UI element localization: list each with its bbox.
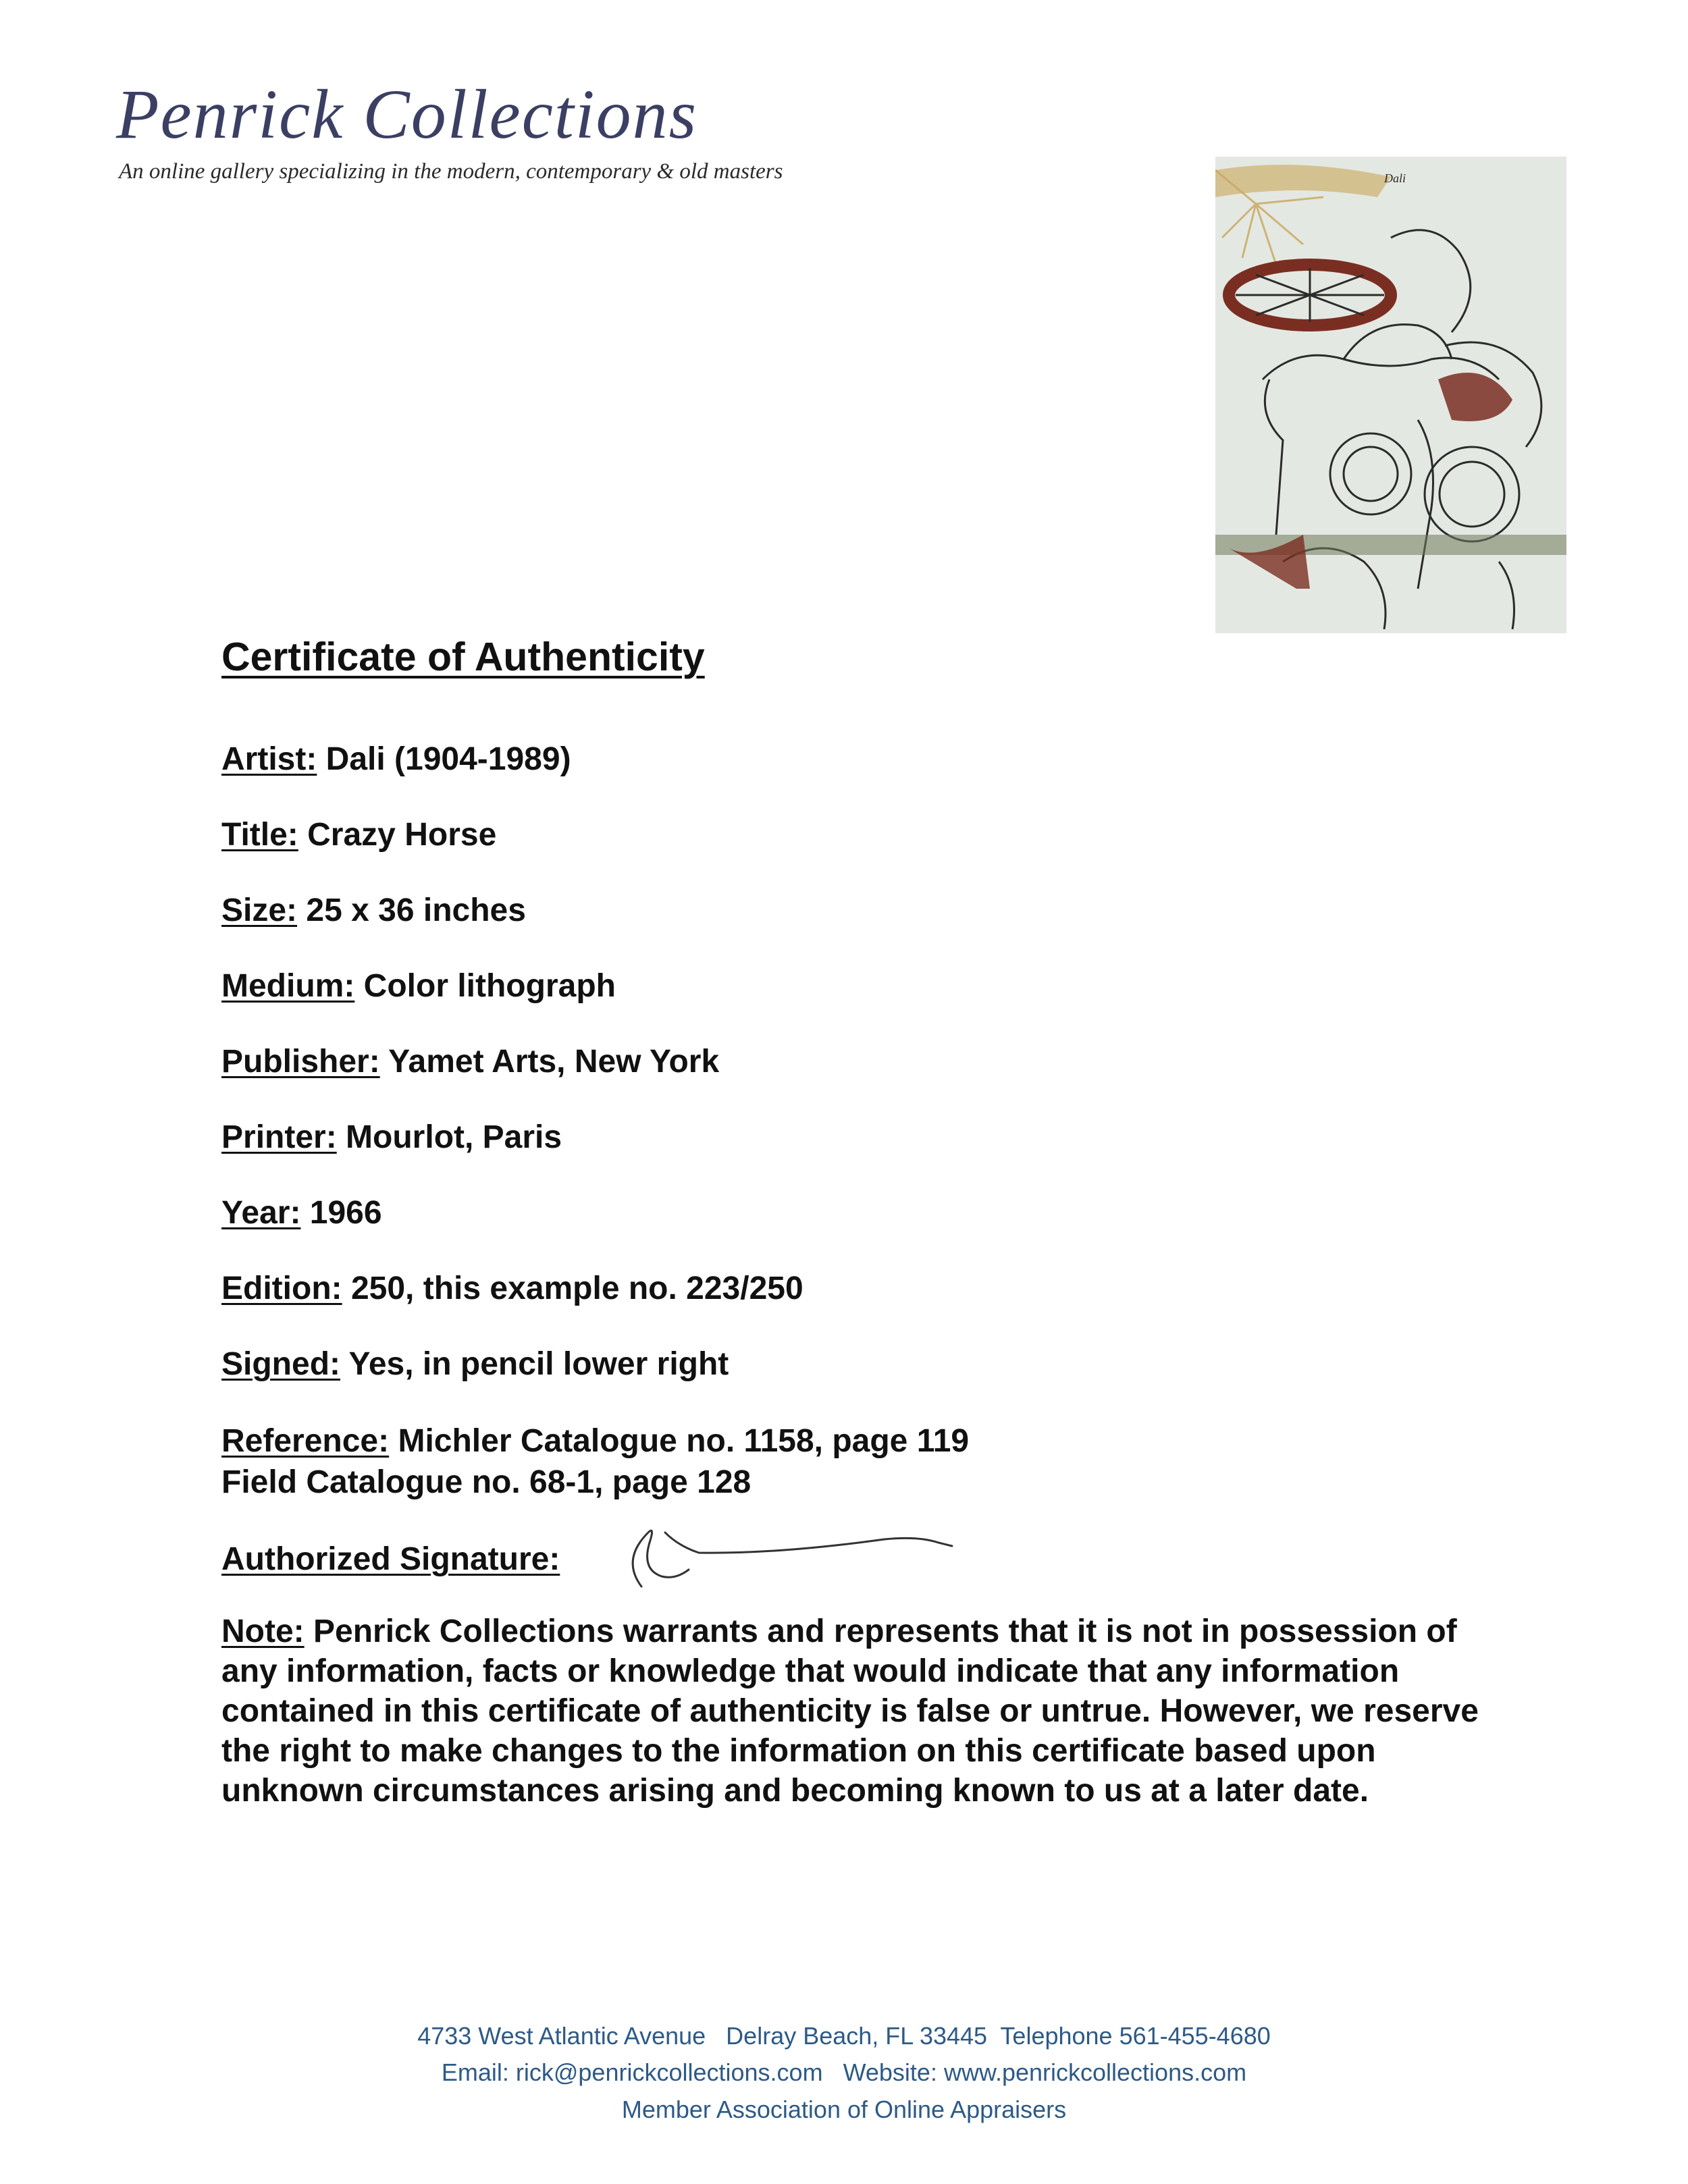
field-label: Medium: [221,968,355,1004]
footer-membership: Member Association of Online Appraisers [621,2096,1067,2123]
field-value: Dali (1904-1989) [325,741,571,777]
field-signed [221,1348,729,1381]
field-value: 1966 [309,1195,382,1231]
footer-address: 4733 West Atlantic Avenue Delray Beach, FL 33445 Telephone 561-455-4680 [417,2022,1271,2050]
field-year [221,1197,382,1229]
note-paragraph [221,1612,1518,1811]
field-label: Artist: [221,741,317,777]
field-label: Year: [221,1195,301,1231]
field-value: Yes, in pencil lower right [348,1346,729,1382]
artwork-thumbnail [1215,157,1566,633]
field-value: 250, this example no. 223/250 [350,1271,803,1306]
field-title [221,819,496,851]
certificate-title: Certificate of Authenticity [221,635,705,679]
brand-name: Penrick Collections [116,76,698,153]
field-printer [221,1121,562,1154]
note-label: Note: [221,1614,305,1649]
field-label: Reference: [221,1423,390,1459]
field-medium [221,970,616,1003]
field-reference-line2: Field Catalogue no. 68-1, page 128 [221,1464,751,1500]
field-label: Printer: [221,1119,337,1155]
field-label: Edition: [221,1271,342,1306]
field-value: 25 x 36 inches [306,893,526,928]
field-value: Yamet Arts, New York [388,1044,720,1080]
footer-contact: Email: rick@penrickcollections.com Website: www.penrickcollections.com [441,2058,1247,2086]
note-text: Penrick Collections warrants and represents that it is not in possession of any information, facts or knowledge that would indicate that any information contained in this certificate of authenticity is false or untrue. However, we reserve the right to make changes to the information on this certificate based upon unknown circumstances arising and becoming known to us at a later date. [221,1614,1479,1809]
field-label: Size: [221,893,298,928]
field-value: Color lithograph [363,968,616,1004]
field-edition [221,1273,803,1305]
field-label: Publisher: [221,1044,380,1080]
artwork-signature-mark: Dali [1384,171,1406,185]
field-artist [221,743,571,776]
field-label: Signed: [221,1346,340,1382]
field-value: Mourlot, Paris [346,1119,562,1155]
handwritten-signature [601,1506,1006,1593]
brand-tagline: An online gallery specializing in the modern, contemporary & old masters [119,159,783,184]
field-label: Title: [221,817,298,853]
field-value: Michler Catalogue no. 1158, page 119 [398,1423,970,1459]
field-size [221,895,526,927]
field-value: Crazy Horse [307,817,497,853]
authorized-signature-label: Authorized Signature: [221,1541,560,1577]
field-reference [221,1425,969,1458]
field-publisher [221,1046,719,1078]
